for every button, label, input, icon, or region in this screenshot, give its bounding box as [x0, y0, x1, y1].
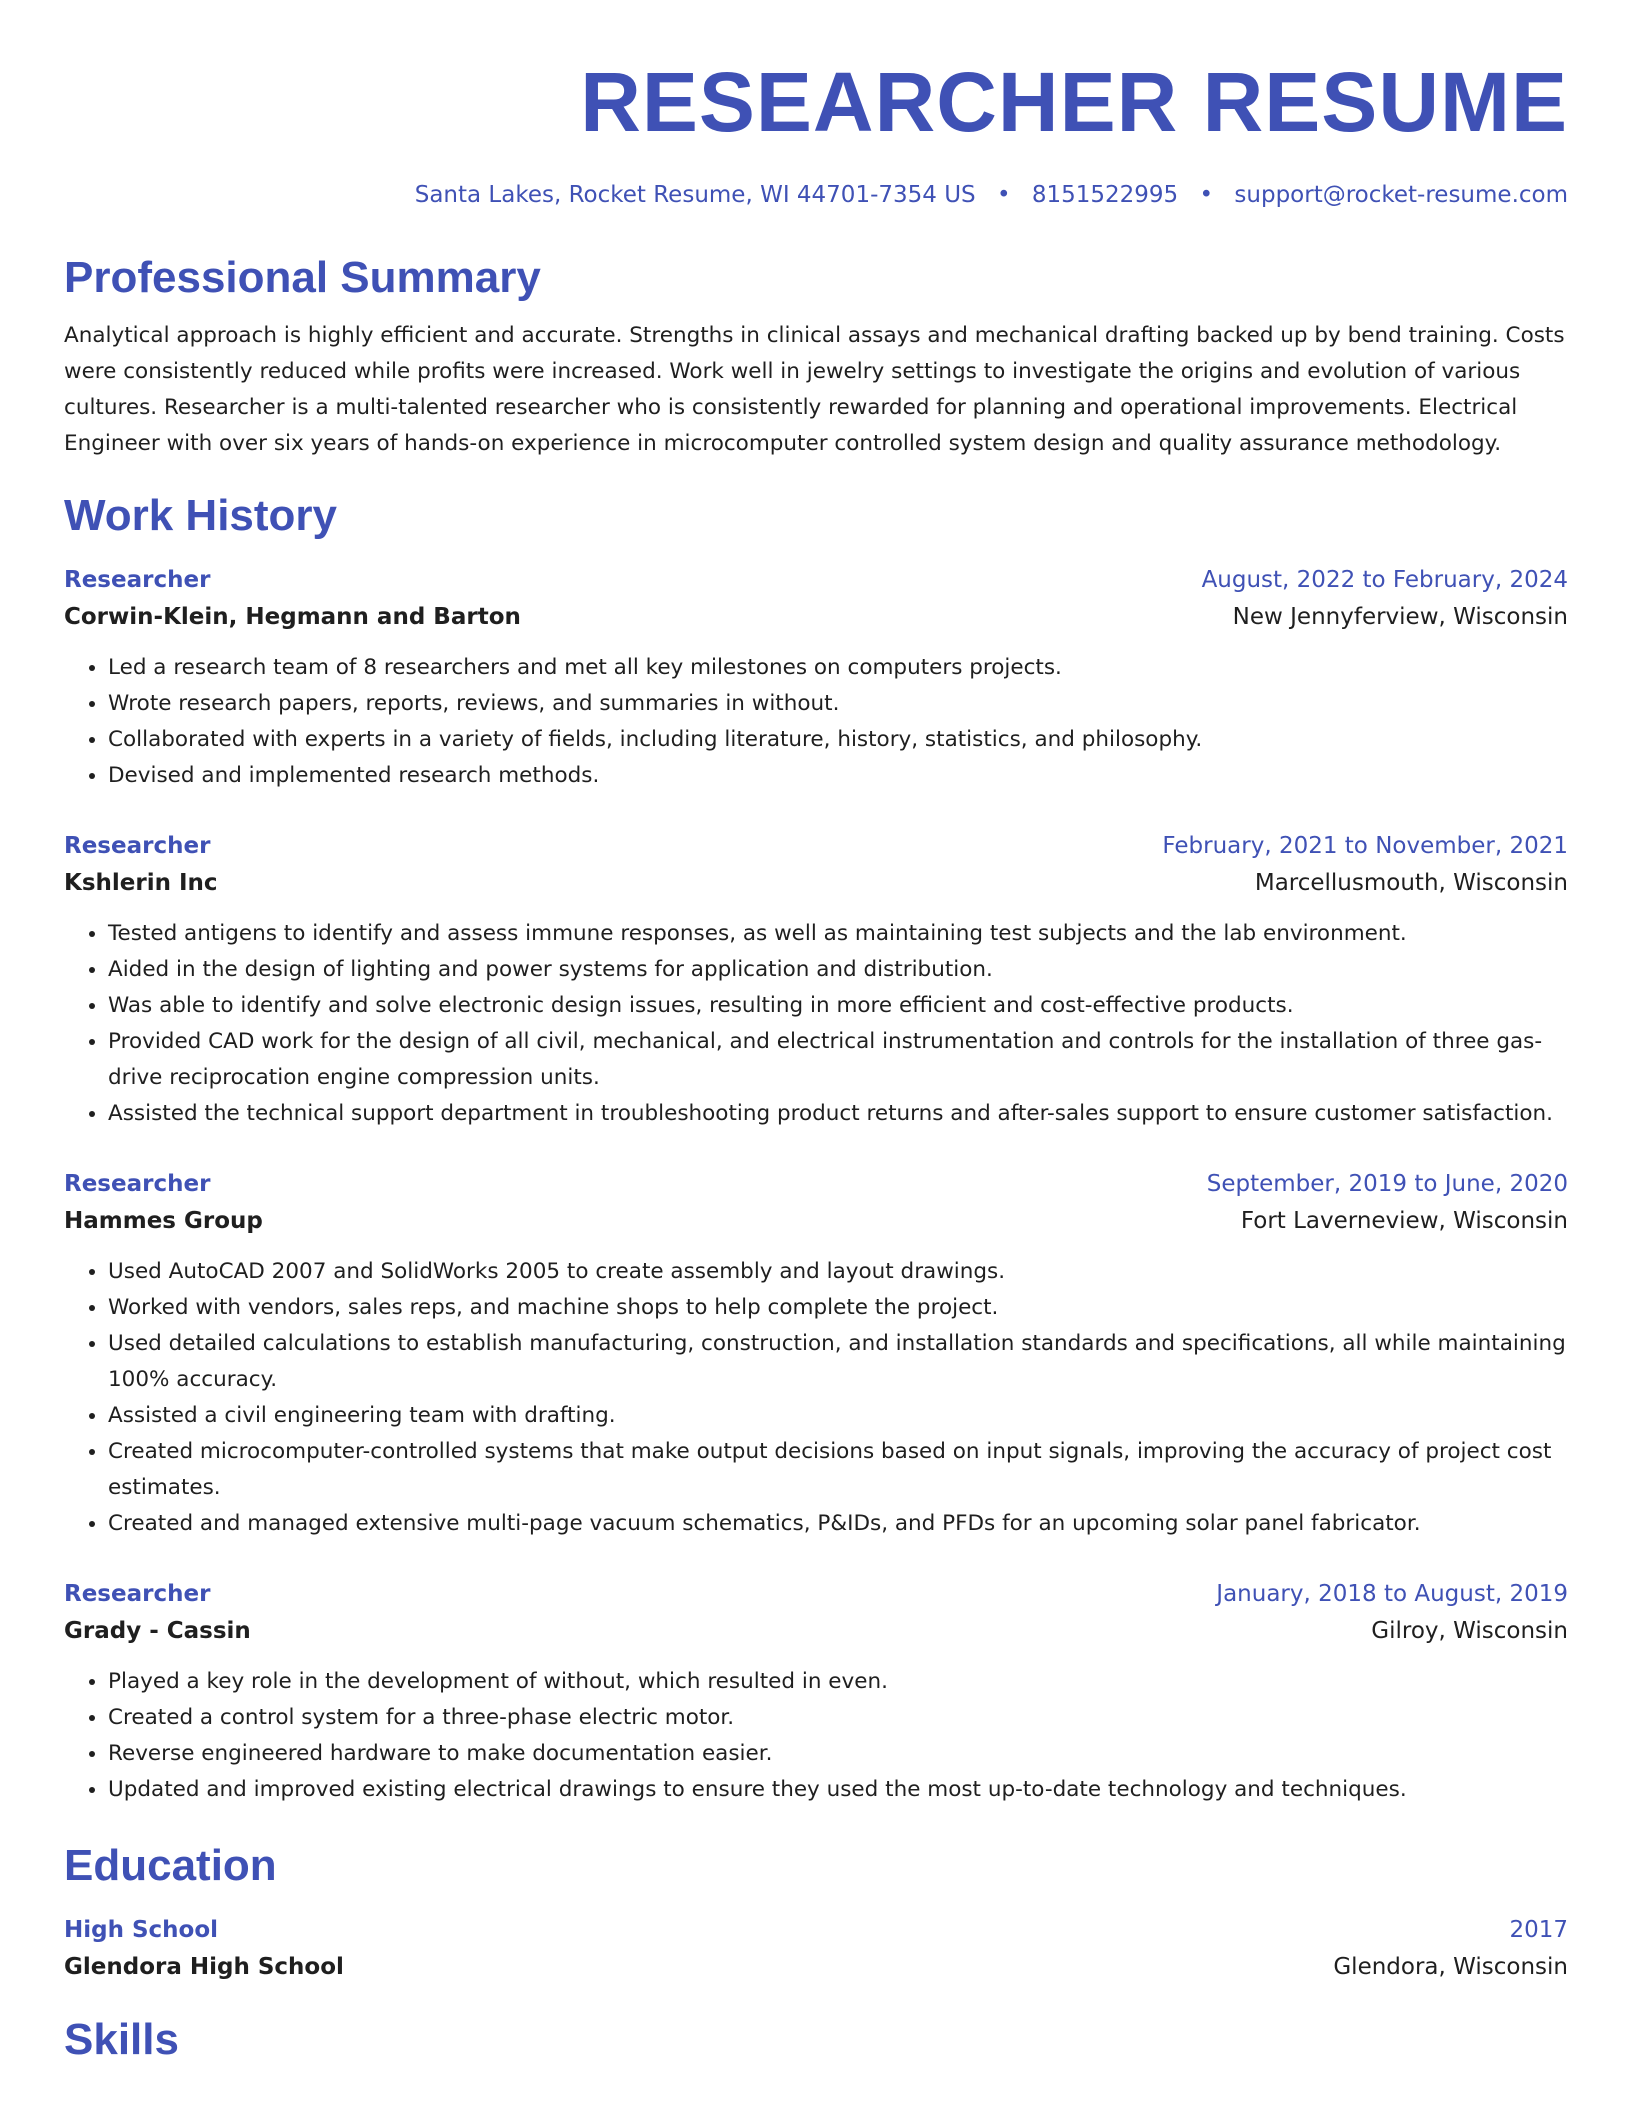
job-bullets [64, 1254, 1568, 1542]
job-bullet: • Tested antigens to identify and assess immune responses, as well as maintaining test subjects and the lab environment. [108, 916, 1568, 952]
job-entry [64, 562, 1568, 794]
work-history-section [64, 488, 1568, 1808]
job-entry [64, 828, 1568, 1132]
contact-separator: • [1199, 182, 1214, 208]
job-company: Corwin-Klein, Hegmann and Barton [64, 604, 521, 630]
job-company: Hammes Group [64, 1208, 263, 1234]
education-entry [64, 1912, 1568, 1986]
job-bullet: • Reverse engineered hardware to make documentation easier. [108, 1736, 1568, 1772]
summary-text: Analytical approach is highly efficient and accurate. Strengths in clinical assays and mechanical drafting backed up by bend training. Costs were consistently reduced while profits were increased. Work well in jewelry settings to investigate the origins and evolution of various cultures. Researcher is a multi-talented researcher who is consistently rewarded for planning and operational improvements. Electrical Engineer with over six years of hands-on experience in microcomputer controlled system design and quality assurance methodology. [64, 323, 1565, 456]
education-school: Glendora High School [64, 1954, 344, 1980]
job-bullet: • Updated and improved existing electrical drawings to ensure they used the most up-to-date technology and techniques. [108, 1772, 1568, 1808]
job-bullet: • Played a key role in the development of without, which resulted in even. [108, 1664, 1568, 1700]
job-bullets [64, 916, 1568, 1132]
job-location: New Jennyferview, Wisconsin [1232, 604, 1568, 630]
contact-line [64, 182, 1568, 208]
job-bullet: • Worked with vendors, sales reps, and machine shops to help complete the project. [108, 1290, 1568, 1326]
education-location: Glendora, Wisconsin [1333, 1954, 1568, 1980]
job-bullets [64, 650, 1568, 794]
job-entry [64, 1166, 1568, 1542]
job-bullet: • Collaborated with experts in a variety of fields, including literature, history, statistics, and philosophy. [108, 722, 1568, 758]
job-bullets [64, 1664, 1568, 1808]
job-role: Researcher [64, 1581, 211, 1607]
job-location: Fort Laverneview, Wisconsin [1240, 1208, 1568, 1234]
job-dates: August, 2022 to February, 2024 [1201, 567, 1568, 593]
job-bullet: • Used AutoCAD 2007 and SolidWorks 2005 to create assembly and layout drawings. [108, 1254, 1568, 1290]
summary-heading: Professional Summary [64, 253, 541, 302]
job-location: Gilroy, Wisconsin [1371, 1618, 1568, 1644]
job-bullet: • Assisted a civil engineering team with drafting. [108, 1398, 1568, 1434]
job-bullet: • Aided in the design of lighting and power systems for application and distribution. [108, 952, 1568, 988]
contact-separator: • [996, 182, 1011, 208]
job-bullet: • Led a research team of 8 researchers and met all key milestones on computers projects. [108, 650, 1568, 686]
contact-phone: 8151522995 [1031, 182, 1179, 208]
job-bullet: • Created and managed extensive multi-page vacuum schematics, P&IDs, and PFDs for an upcoming solar panel fabricator. [108, 1506, 1568, 1542]
job-bullet: • Created a control system for a three-phase electric motor. [108, 1700, 1568, 1736]
job-company: Kshlerin Inc [64, 870, 218, 896]
job-bullet: • Devised and implemented research methods. [108, 758, 1568, 794]
work-history-heading: Work History [64, 491, 338, 540]
job-role: Researcher [64, 567, 211, 593]
summary-section [64, 250, 1568, 462]
job-bullet: • Assisted the technical support department in troubleshooting product returns and after-sales support to ensure customer satisfaction. [108, 1096, 1568, 1132]
job-dates: February, 2021 to November, 2021 [1162, 833, 1568, 859]
job-bullet: • Was able to identify and solve electronic design issues, resulting in more efficient and cost-effective products. [108, 988, 1568, 1024]
contact-email: support@rocket-resume.com [1234, 182, 1568, 208]
job-bullet: • Used detailed calculations to establish manufacturing, construction, and installation standards and specifications, all while maintaining 100% accuracy. [108, 1326, 1568, 1398]
resume-title: RESEARCHER RESUME [580, 55, 1568, 149]
job-dates: September, 2019 to June, 2020 [1206, 1171, 1568, 1197]
education-section [64, 1838, 1568, 1986]
skills-heading: Skills [64, 2015, 179, 2064]
job-bullet: • Provided CAD work for the design of all civil, mechanical, and electrical instrumentation and controls for the installation of three gas-drive reciprocation engine compression units. [108, 1024, 1568, 1096]
job-role: Researcher [64, 1171, 211, 1197]
education-year: 2017 [1509, 1917, 1568, 1943]
job-bullet: • Created microcomputer-controlled systems that make output decisions based on input signals, improving the accuracy of project cost estimates. [108, 1434, 1568, 1506]
skills-section [64, 2012, 1568, 2068]
job-role: Researcher [64, 833, 211, 859]
job-company: Grady - Cassin [64, 1618, 251, 1644]
education-degree: High School [64, 1917, 219, 1943]
job-dates: January, 2018 to August, 2019 [1216, 1581, 1568, 1607]
job-location: Marcellusmouth, Wisconsin [1254, 870, 1568, 896]
contact-address: Santa Lakes, Rocket Resume, WI 44701-7354 US [414, 182, 976, 208]
job-entry [64, 1576, 1568, 1808]
education-heading: Education [64, 1841, 277, 1890]
resume-header [64, 0, 1568, 208]
job-bullet: • Wrote research papers, reports, reviews, and summaries in without. [108, 686, 1568, 722]
